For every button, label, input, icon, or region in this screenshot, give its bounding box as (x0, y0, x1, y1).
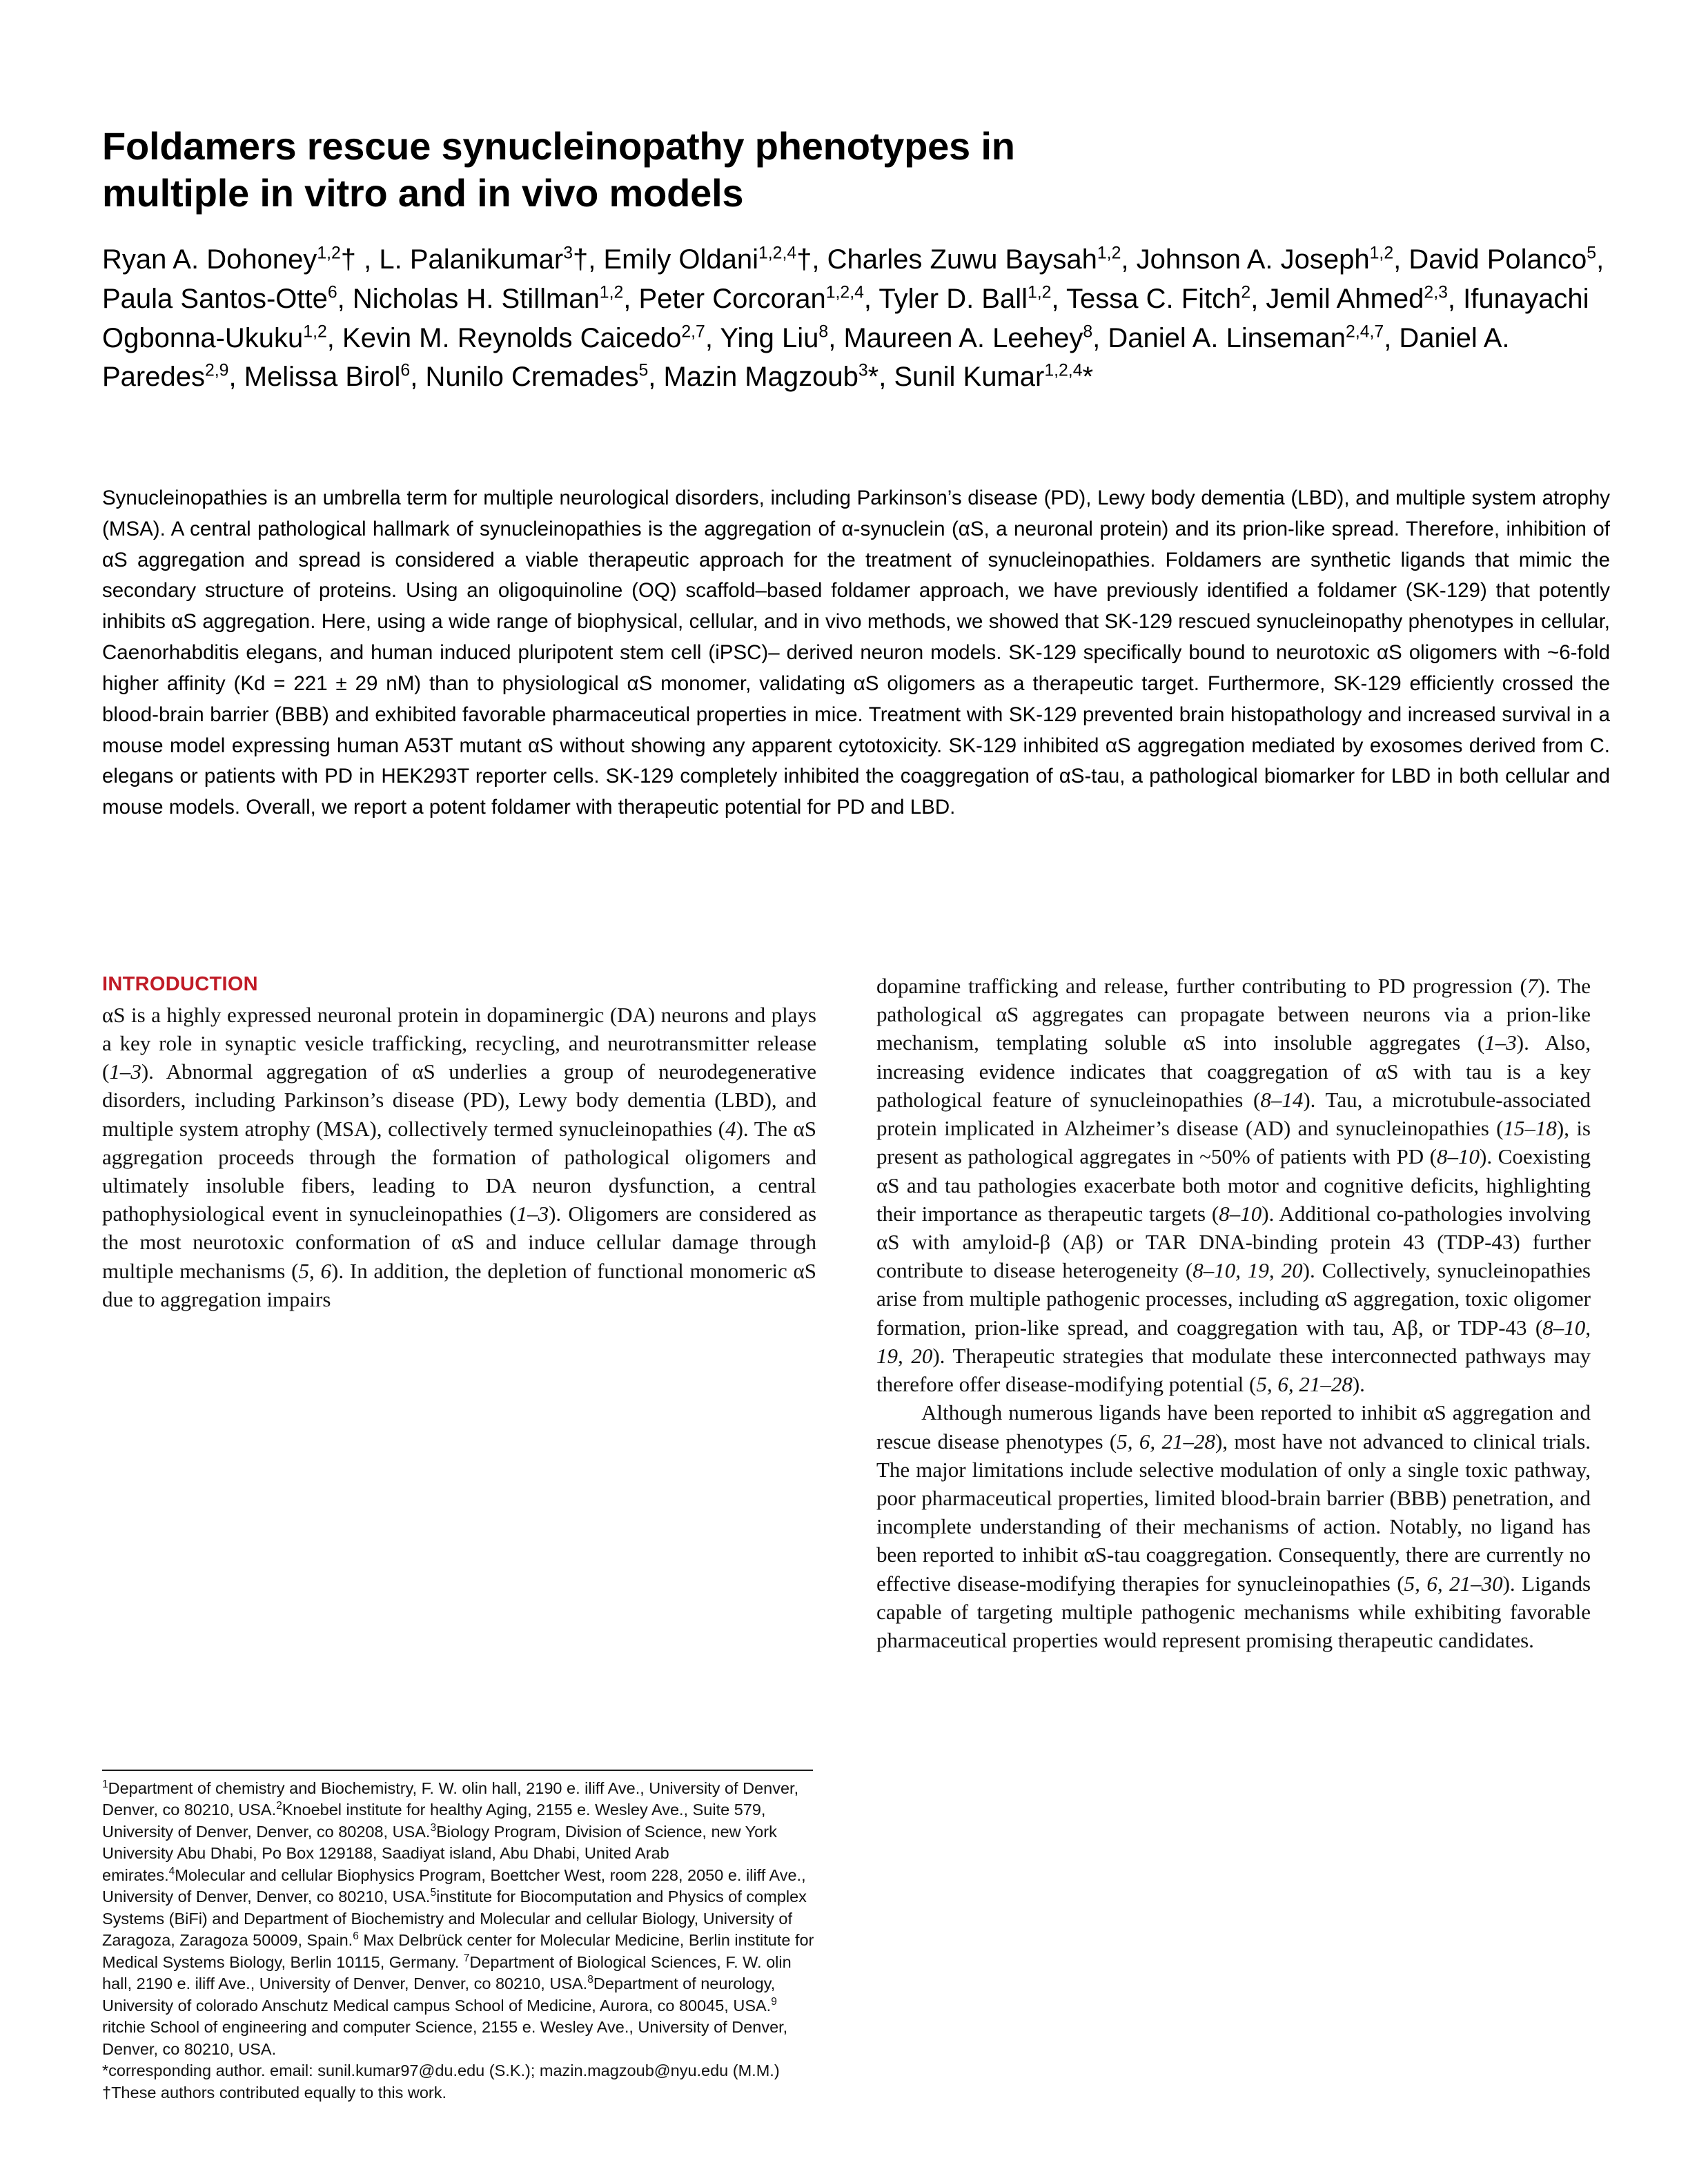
abstract: Synucleinopathies is an umbrella term for multiple neurological disorders, including Parkinson’s disease (PD), Lewy body dementia (LBD), and multiple system atrophy (MSA). A central pathological hallmark of synucleinopathies is the aggregation of α-synuclein (αS, a neuronal protein) and its prion-like spread. Therefore, inhibition of αS aggregation and spread is considered a viable therapeutic approach for the treatment of synucleinopathies. Foldamers are synthetic ligands that mimic the secondary structure of proteins. Using an oligoquinoline (OQ) scaffold–based foldamer approach, we have previously identified a foldamer (SK-129) that potently inhibits αS aggregation. Here, using a wide range of biophysical, cellular, and in vivo methods, we showed that SK-129 rescued synucleinopathy phenotypes in cellular, Caenorhabditis elegans, and human induced pluripotent stem cell (iPSC)– derived neuron models. SK-129 specifically bound to neurotoxic αS oligomers with ~6-fold higher affinity (Kd = 221 ± 29 nM) than to physiological αS monomer, validating αS oligomers as a therapeutic target. Furthermore, SK-129 efficiently crossed the blood-brain barrier (BBB) and exhibited favorable pharmaceutical properties in mice. Treatment with SK-129 prevented brain histopathology and increased survival in a mouse model expressing human A53T mutant αS without showing any apparent cytotoxicity. SK-129 inhibited αS aggregation mediated by exosomes derived from C. elegans or patients with PD in HEK293T reporter cells. SK-129 completely inhibited the coaggregation of αS-tau, a pathological biomarker for LBD in both cellular and mouse models. Overall, we report a potent foldamer with therapeutic potential for PD and LBD. (102, 487, 1610, 819)
intro-paragraph-right-2: Although numerous ligands have been reported to inhibit αS aggregation and rescue disease phenotypes (5, 6, 21–28), most have not advanced to clinical trials. The major limitations include selective modulation of only a single toxic pathway, poor pharmaceutical properties, limited blood-brain barrier (BBB) penetration, and incomplete understanding of their mechanisms of action. Notably, no ligand has been reported to inhibit αS-tau coaggregation. Consequently, there are currently no effective disease-modifying therapies for synucleinopathies (5, 6, 21–30). Ligands capable of targeting multiple pathogenic mechanisms while exhibiting favorable pharmaceutical properties would represent promising therapeutic candidates. (876, 1400, 1591, 1653)
section-heading-introduction: INTRODUCTION (102, 973, 258, 995)
author-list: Ryan A. Dohoney$^{1,2}$† , L. Palanikumar$^3$†, Emily Oldani$^{1,2,4}$†, Charles Zuwu Baysah$^{1,2}$, Johnson A. Joseph$^{1,2}$, David Polanco$^5$, Paula Santos-Otte$^6$, Nicholas H. Stillman$^{1,2}$, Peter Corcoran$^{1,2,4}$, Tyler D. Ball$^{1,2}$, Tessa C. Fitch$^2$, Jemil Ahmed$^{2,3}$, Ifunayachi Ogbonna-Ukuku$^{1,2}$, Kevin M. Reynolds Caicedo$^{2,7}$, Ying Liu$^8$, Maureen A. Leehey$^8$, Daniel A. Linseman$^{2,4,7}$, Daniel A. Paredes$^{2,9}$, Melissa Birol$^6$, Nunilo Cremades$^5$, Mazin Magzoub$^3$*, Sunil Kumar$^{1,2,4}$* (102, 244, 1604, 393)
page-title (102, 123, 1607, 217)
footnote-equal-contribution: †These authors contributed equally to this work. (102, 2083, 446, 2102)
footnote-block (102, 1770, 816, 2104)
title-line-1: Foldamers rescue synucleinopathy phenotypes in (102, 124, 1015, 168)
right-column (876, 972, 1591, 2104)
body-columns (102, 972, 1613, 2104)
intro-paragraph-left: αS is a highly expressed neuronal protein in dopaminergic (DA) neurons and plays a key role in synaptic vesicle trafficking, recycling, and neurotransmitter release (1–3). Abnormal aggregation of αS underlies a group of neurodegenerative disorders, including Parkinson’s disease (PD), Lewy body dementia (LBD), and multiple system atrophy (MSA), collectively termed synucleinopathies (4). The αS aggregation proceeds through the formation of pathological oligomers and ultimately insoluble fibers, leading to DA neuron dysfunction, a central pathophysiological event in synucleinopathies (1–3). Oligomers are considered as the most neurotoxic conformation of αS and induce cellular damage through multiple mechanisms (5, 6). In addition, the depletion of functional monomeric αS due to aggregation impairs (102, 1002, 817, 1311)
left-column (102, 972, 816, 2104)
footnote-affiliations: $^1$Department of chemistry and Biochemistry, F. W. olin hall, 2190 e. iliff Ave., University of Denver, Denver, co 80210, USA.$^2$Knoebel institute for healthy Aging, 2155 e. Wesley Ave., Suite 579, University of Denver, Denver, co 80208, USA.$^3$Biology Program, Division of Science, new York University Abu Dhabi, Po Box 129188, Saadiyat island, Abu Dhabi, United Arab emirates.$^4$Molecular and cellular Biophysics Program, Boettcher West, room 228, 2050 e. iliff Ave., University of Denver, Denver, co 80210, USA.$^5$institute for Biocomputation and Physics of complex Systems (BiFi) and Department of Biochemistry and Molecular and cellular Biology, University of Zaragoza, Zaragoza 50009, Spain.$^6$ Max Delbrück center for Molecular Medicine, Berlin institute for Medical Systems Biology, Berlin 10115, Germany. $^7$Department of Biological Sciences, F. W. olin hall, 2190 e. iliff Ave., University of Denver, Denver, co 80210, USA.$^8$Department of neurology, University of colorado Anschutz Medical campus School of Medicine, Aurora, co 80045, USA.$^9$ ritchie School of engineering and computer Science, 2155 e. Wesley Ave., University of Denver, Denver, co 80210, USA. (102, 1778, 814, 2058)
footnote-divider (102, 1770, 813, 1771)
title-line-2: multiple in vitro and in vivo models (102, 170, 744, 215)
intro-paragraph-right-1: dopamine trafficking and release, further contributing to PD progression (7). The pathological αS aggregates can propagate between neurons via a prion-like mechanism, templating soluble αS into insoluble aggregates (1–3). Also, increasing evidence indicates that coaggregation of αS with tau is a key pathological feature of synucleinopathies (8–14). Tau, a microtubule-associated protein implicated in Alzheimer’s disease (AD) and synucleinopathies (15–18), is present as pathological aggregates in ~50% of patients with PD (8–10). Coexisting αS and tau pathologies exacerbate both motor and cognitive deficits, highlighting their importance as therapeutic targets (8–10). Additional co-pathologies involving αS with amyloid-β (Aβ) or TAR DNA-binding protein 43 (TDP-43) further contribute to disease heterogeneity (8–10, 19, 20). Collectively, synucleinopathies arise from multiple pathogenic processes, including αS aggregation, toxic oligomer formation, prion-like spread, and coaggregation with tau, Aβ, or TDP-43 (8–10, 19, 20). Therapeutic strategies that modulate these interconnected pathways may therefore offer disease-modifying potential (5, 6, 21–28). (876, 974, 1591, 1397)
footnote-corresponding-author: *corresponding author. email: sunil.kumar97@du.edu (S.K.); mazin.magzoub@nyu.edu (M.M.) (102, 2062, 780, 2080)
